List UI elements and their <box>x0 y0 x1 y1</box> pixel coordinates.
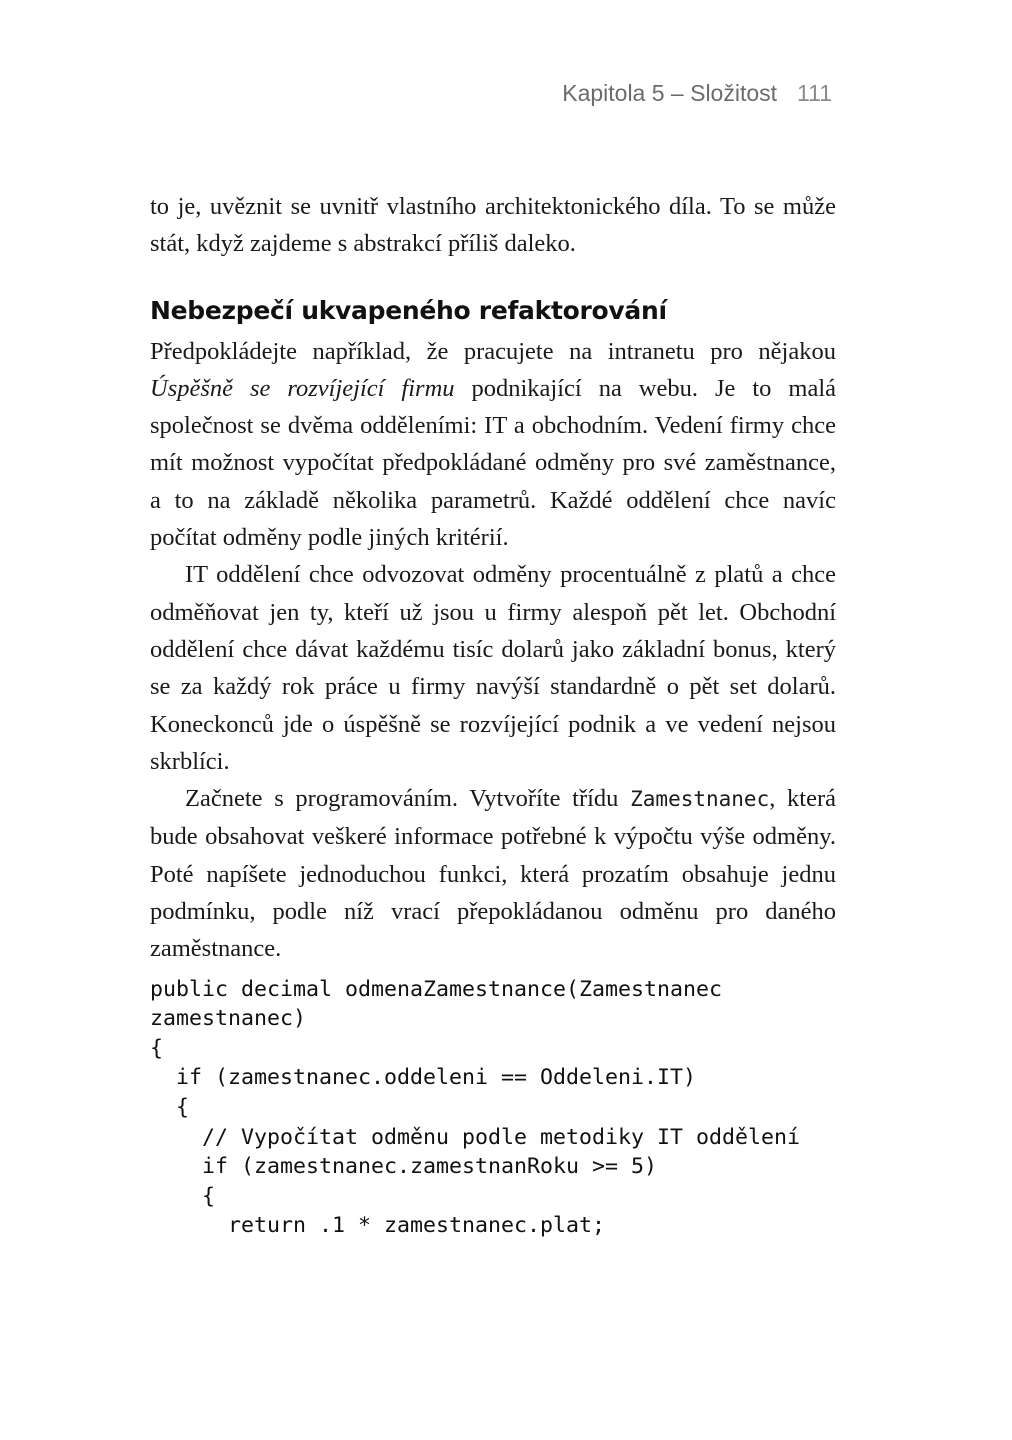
code-line: return .1 * zamestnanec.plat; <box>150 1213 606 1239</box>
code-line: public decimal odmenaZamestnance(Zamestnanec <box>150 976 723 1002</box>
chapter-title: Kapitola 5 – Složitost <box>562 80 778 106</box>
code-listing <box>150 975 836 1241</box>
page-content <box>150 188 836 1241</box>
code-line: if (zamestnanec.zamestnanRoku >= 5) <box>150 1154 658 1180</box>
paragraph-departments: IT oddělení chce odvozovat odměny procentuálně z platů a chce odměňovat jen ty, kteří už jsou u firmy alespoň pět let. Obchodní oddělení chce dávat každému tisíc dolarů jako základní bonus, který se za každý rok práce u firmy navýší standardně o pět set dolarů. Koneckonců jde o úspěšně se rozvíjející podnik a ve vedení nejsou skrblíci. <box>150 561 836 775</box>
paragraph-programming-text-2: , která bude obsahovat veškeré informace potřebné k výpočtu výše odměny. Poté napíšete jednoduchou funkci, která prozatím obsahuje jednu podmínku, podle níž vrací přepokládanou odměnu pro daného zaměstnance. <box>150 785 836 963</box>
code-line: { <box>150 1095 190 1121</box>
paragraph-example-text-2: podnikající na webu. Je to malá společnost se dvěma odděleními: IT a obchodním. Vedení firmy chce mít možnost vypočítat předpokládané odměny pro své zaměstnance, a to na základě několika parametrů. Každé oddělení chce navíc počítat odměny podle jiných kritérií. <box>150 374 837 552</box>
page-number: 111 <box>797 80 832 106</box>
code-line: { <box>150 1035 164 1061</box>
paragraph-programming <box>150 780 836 967</box>
code-line: // Vypočítat odměnu podle metodiky IT oddělení <box>150 1124 801 1150</box>
paragraph-programming-text-1: Začnete s programováním. Vytvoříte třídu <box>185 785 631 813</box>
inline-code-class-name: Zamestnanec <box>630 787 770 812</box>
paragraph-intro: to je, uvěznit se uvnitř vlastního architektonického díla. To se může stát, když zajdeme s abstrakcí příliš daleko. <box>150 193 836 258</box>
section-heading: Nebezpečí ukvapeného refaktorování <box>150 295 667 325</box>
paragraph-example <box>150 333 836 557</box>
paragraph-example-text-1: Předpokládejte například, že pracujete na intranetu pro nějakou <box>150 337 836 365</box>
running-header <box>562 80 832 107</box>
code-line: if (zamestnanec.oddeleni == Oddeleni.IT) <box>150 1065 697 1091</box>
company-name-italic: Úspěšně se rozvíjející firmu <box>150 374 455 402</box>
code-line: zamestnanec) <box>150 1006 307 1032</box>
code-line: { <box>150 1183 216 1209</box>
